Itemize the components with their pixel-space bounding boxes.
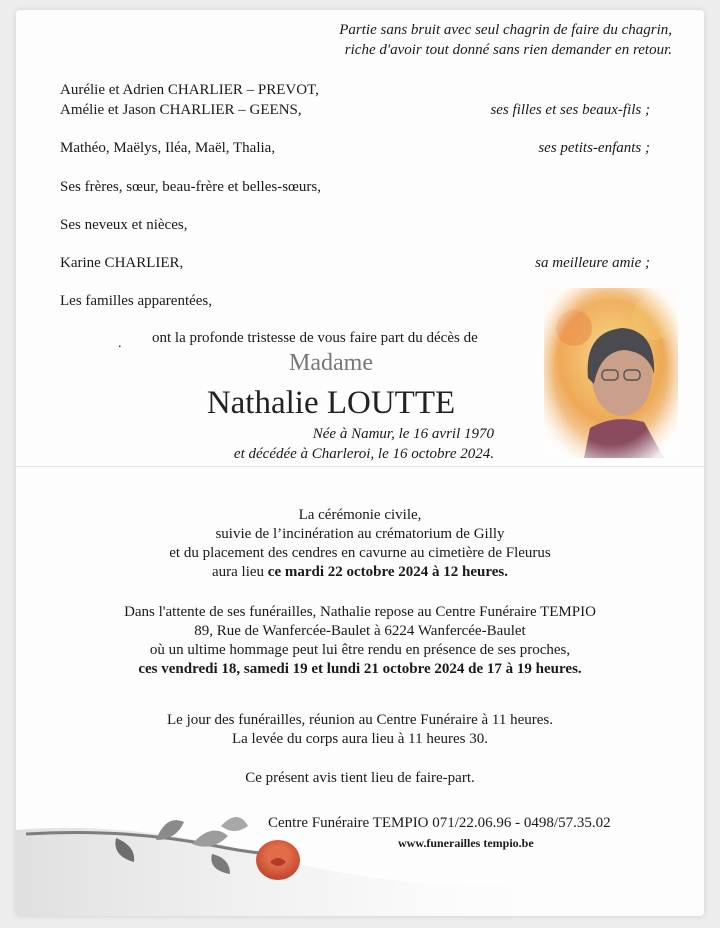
ceremony-line: suivie de l’incinération au crématorium de Gilly [215, 526, 505, 542]
family-relation: sa meilleure amie ; [535, 255, 650, 271]
death-line: et décédée à Charleroi, le 16 octobre 2024. [233, 446, 494, 462]
ceremony-line: et du placement des cendres en cavurne au cimetière de Fleurus [169, 545, 551, 561]
ceremony-line [16, 563, 704, 582]
family-group-daughters [60, 80, 650, 120]
family-group-siblings [60, 177, 650, 197]
visitation-line: Dans l'attente de ses funérailles, Nathalie repose au Centre Funéraire TEMPIO [124, 604, 596, 620]
epitaph-quote [339, 20, 672, 60]
deceased-name: Nathalie LOUTTE [206, 385, 456, 421]
deceased-title: Madame [289, 350, 373, 376]
family-group-nephews [60, 215, 650, 235]
family-relation: ses filles et ses beaux-fils ; [490, 102, 650, 118]
funeral-line: La levée du corps aura lieu à 11 heures 30. [231, 731, 488, 747]
quote-line: Partie sans bruit avec seul chagrin de faire du chagrin, [339, 22, 672, 38]
visitation-line: où un ultime hommage peut lui être rendu en présence de ses proches, [149, 642, 571, 658]
birth-death-dates [234, 424, 494, 464]
family-names: Karine CHARLIER, [60, 255, 184, 271]
family-group-friend [60, 253, 650, 273]
family-names: Amélie et Jason CHARLIER – GEENS, [60, 102, 302, 118]
family-relation: ses petits-enfants ; [538, 140, 650, 156]
family-names: Mathéo, Maëlys, Iléa, Maël, Thalia, [60, 140, 276, 156]
family-names: Ses frères, sœur, beau-frère et belles-sœurs, [60, 179, 321, 195]
funeral-home-contact: Centre Funéraire TEMPIO 071/22.06.96 - 0498/57.35.02 [268, 815, 611, 831]
notice-text: Ce présent avis tient lieu de faire-part. [245, 770, 475, 786]
family-names: Les familles apparentées, [60, 293, 213, 309]
visitation-line: 89, Rue de Wanfercée-Baulet à 6224 Wanfercée-Baulet [194, 623, 526, 639]
obituary-card [16, 10, 704, 916]
family-group-relatives [60, 291, 510, 311]
visitation-dates-text: ces vendredi 18, samedi 19 et lundi 21 octobre 2024 de 17 à 19 heures. [138, 661, 582, 677]
portrait-photo [544, 288, 678, 458]
rose-decoration-icon [16, 770, 704, 916]
visitation-dates [16, 660, 704, 679]
funeral-home-website: www.funerailles tempio.be [398, 836, 534, 850]
ceremony-prefix: aura lieu [211, 564, 268, 580]
family-names: Ses neveux et nièces, [60, 217, 188, 233]
quote-line: riche d'avoir tout donné sans rien demander en retour. [344, 42, 672, 58]
ceremony-section [16, 506, 704, 582]
family-group-grandchildren [60, 138, 650, 158]
section-divider [16, 466, 704, 467]
ceremony-date: ce mardi 22 octobre 2024 à 12 heures. [267, 564, 509, 580]
family-names: Aurélie et Adrien CHARLIER – PREVOT, [60, 82, 319, 98]
decorative-dot: . [118, 336, 122, 351]
birth-line: Née à Namur, le 16 avril 1970 [312, 426, 494, 442]
funeral-day-section [16, 711, 704, 749]
visitation-section [16, 603, 704, 679]
ceremony-line: La cérémonie civile, [298, 507, 422, 523]
announcement-text: ont la profonde tristesse de vous faire part du décès de [152, 330, 478, 346]
funeral-line: Le jour des funérailles, réunion au Centre Funéraire à 11 heures. [167, 712, 553, 728]
